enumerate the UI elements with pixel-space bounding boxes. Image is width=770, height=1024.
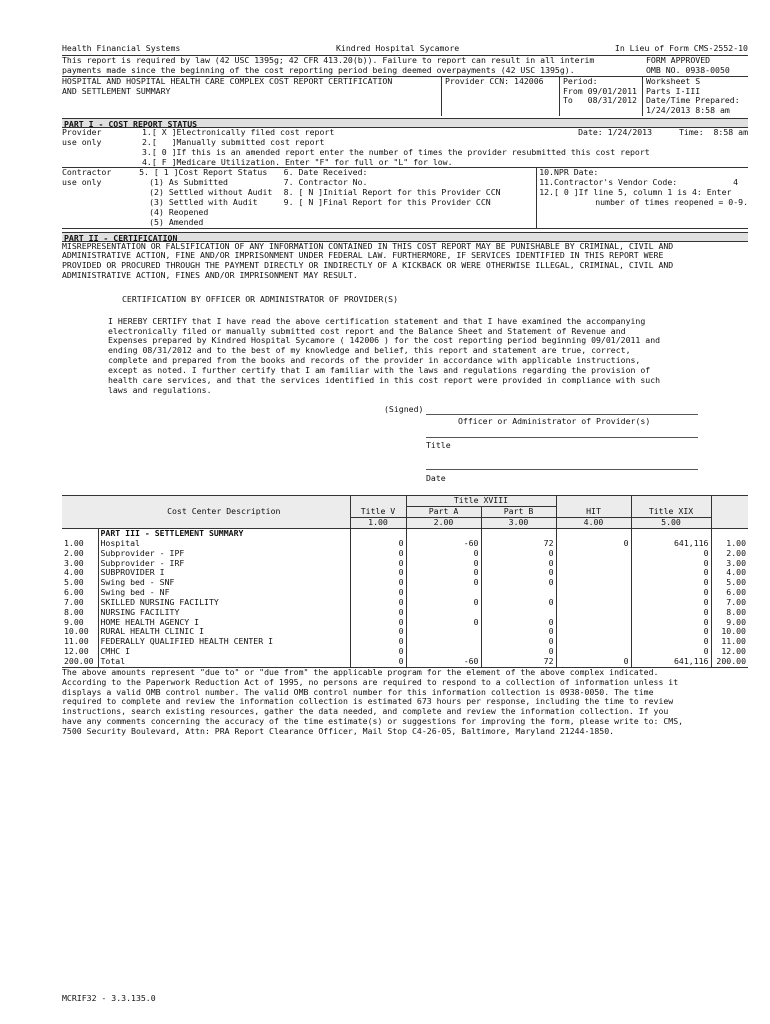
partb-value: 0 bbox=[481, 559, 556, 569]
title-line[interactable] bbox=[426, 437, 698, 438]
cost-center-description: SUBPROVIDER I bbox=[98, 568, 350, 578]
title19-value: 0 bbox=[631, 549, 711, 559]
cert-line-3: Expenses prepared by Kindred Hospital Sycamore ( 142006 ) for the cost reporting period beginning 09/01/2011 and bbox=[108, 335, 661, 346]
initial-report: 8. [ N ]Initial Report for this Provider CCN bbox=[283, 187, 501, 198]
row-number: 200.00 bbox=[711, 657, 748, 667]
title5-header: Title V bbox=[350, 507, 406, 518]
title5-value: 0 bbox=[350, 627, 406, 637]
title19-value: 0 bbox=[631, 578, 711, 588]
cert-line-7: health care services, and that the services identified in this cost report were provided in compliance with such bbox=[108, 374, 661, 385]
paperwork-line-4: instructions, search existing resources, gather the data needed, and complete and review the information collection. If you bbox=[62, 706, 669, 717]
signature-line[interactable] bbox=[426, 414, 698, 415]
warning-line-4: ADMINISTRATIVE ACTION, FINES AND/OR IMPRISONMENT MAY RESULT. bbox=[62, 270, 358, 281]
certification-title: CERTIFICATION BY OFFICER OR ADMINISTRATOR OF PROVIDER(S) bbox=[122, 293, 399, 304]
cost-center-description: Subprovider - IPF bbox=[98, 549, 350, 559]
paperwork-line-5: have any comments concerning the accuracy of the time estimate(s) or suggestions for improving the form, please write to: CMS, bbox=[62, 716, 684, 727]
title19-value: 641,116 bbox=[631, 539, 711, 549]
cert-line-1: I HEREBY CERTIFY that I have read the above certification statement and that I have examined the accompanying bbox=[108, 315, 646, 326]
reopen-note: number of times reopened = 0-9. bbox=[595, 196, 748, 207]
notice-line-1: This report is required by law (42 USC 1395g; 42 CFR 413.20(b)). Failure to report can result in all interim bbox=[62, 55, 595, 65]
warning-line-1: MISREPRESENTATION OR FALSIFICATION OF ANY INFORMATION CONTAINED IN THIS COST REPORT MAY BE PUNISHABLE BY CRIMINAL, CIVIL AND bbox=[62, 240, 674, 251]
parta-value bbox=[406, 588, 481, 598]
cost-center-description: FEDERALLY QUALIFIED HEALTH CENTER I bbox=[98, 637, 350, 647]
title5-value: 0 bbox=[350, 608, 406, 618]
line-number: 9.00 bbox=[64, 616, 84, 627]
paperwork-notice bbox=[62, 678, 748, 737]
title5-value: 0 bbox=[350, 647, 406, 657]
hit-value: 0 bbox=[556, 657, 631, 667]
line-number: 8.00 bbox=[64, 606, 84, 617]
row-number: 11.00 bbox=[711, 637, 748, 647]
title5-value: 0 bbox=[350, 539, 406, 549]
period-to: To 08/31/2012 bbox=[563, 95, 637, 106]
title5-value: 0 bbox=[350, 598, 406, 608]
certification-statement bbox=[62, 317, 748, 396]
report-time: Time: 8:58 am bbox=[678, 127, 748, 138]
hit-value bbox=[556, 568, 631, 578]
worksheet: Worksheet S bbox=[646, 75, 701, 86]
cert-line-6: except as noted. I further certify that I am familiar with the laws and regulations regarding the provision of bbox=[108, 364, 651, 375]
partb-value: 0 bbox=[481, 627, 556, 637]
line-number: 2.00 bbox=[64, 547, 84, 558]
cost-center-description: CMHC I bbox=[98, 647, 350, 657]
title19-value: 0 bbox=[631, 647, 711, 657]
hit-value bbox=[556, 578, 631, 588]
parta-value: 0 bbox=[406, 559, 481, 569]
line-number: 7.00 bbox=[64, 596, 84, 607]
title19-value: 0 bbox=[631, 598, 711, 608]
partb-value bbox=[481, 608, 556, 618]
line-number: 6.00 bbox=[64, 587, 84, 598]
colnum-parta: 2.00 bbox=[406, 518, 481, 529]
title5-value: 0 bbox=[350, 578, 406, 588]
item-4: 4.[ F ]Medicare Utilization. Enter "F" for full or "L" for low. bbox=[142, 156, 453, 167]
cost-center-description: NURSING FACILITY bbox=[98, 608, 350, 618]
title5-value: 0 bbox=[350, 618, 406, 628]
hit-header: HIT bbox=[556, 507, 631, 518]
report-date: Date: 1/24/2013 bbox=[578, 127, 653, 138]
hit-value bbox=[556, 588, 631, 598]
title19-value: 0 bbox=[631, 568, 711, 578]
parta-value: -60 bbox=[406, 539, 481, 549]
final-report: 9. [ N ]Final Report for this Provider CCN bbox=[283, 196, 491, 207]
paperwork-line-3: required to complete and review the information collection is estimated 673 hours per response, including the time to review bbox=[62, 696, 674, 707]
title5-value: 0 bbox=[350, 559, 406, 569]
partb-value: 0 bbox=[481, 647, 556, 657]
part1-heading: PART I - COST REPORT STATUS bbox=[62, 118, 748, 128]
row-number: 10.00 bbox=[711, 627, 748, 637]
settlement-note: The above amounts represent "due to" or "due from" the applicable program for the element of the above complex indicated. bbox=[62, 667, 748, 678]
form-approved: FORM APPROVED bbox=[646, 55, 711, 65]
title19-value: 0 bbox=[631, 588, 711, 598]
line-number: 10.00 bbox=[64, 626, 89, 637]
title5-value: 0 bbox=[350, 637, 406, 647]
partb-value: 0 bbox=[481, 568, 556, 578]
line-number: 200.00 bbox=[64, 655, 94, 666]
partb-value: 0 bbox=[481, 637, 556, 647]
status-opt-4: (4) Reopened bbox=[149, 206, 209, 217]
page-header bbox=[62, 44, 748, 55]
hit-value bbox=[556, 598, 631, 608]
item-3: 3.[ 0 ]If this is an amended report enter the number of times the provider resubmitted this cost report bbox=[142, 146, 650, 157]
hit-value bbox=[556, 608, 631, 618]
row-number: 4.00 bbox=[711, 568, 748, 578]
title-block bbox=[62, 76, 748, 116]
partb-header: Part B bbox=[481, 507, 556, 518]
parta-value: 0 bbox=[406, 618, 481, 628]
provider-section bbox=[62, 128, 748, 168]
reopen-item: 12.[ 0 ]If line 5, column 1 is 4: Enter bbox=[539, 187, 732, 198]
row-number: 1.00 bbox=[711, 539, 748, 549]
hit-value bbox=[556, 549, 631, 559]
partb-value bbox=[481, 588, 556, 598]
colnum-title19: 5.00 bbox=[631, 518, 711, 529]
warning-line-2: ADMINISTRATIVE ACTION, FINE AND/OR IMPRISONMENT UNDER FEDERAL LAW. FURTHERMORE, IF SERVICES IDENTIFIED IN THIS REPORT WERE bbox=[62, 250, 664, 261]
hit-value bbox=[556, 627, 631, 637]
colnum-hit: 4.00 bbox=[556, 518, 631, 529]
contractor-label-2: use only bbox=[62, 177, 102, 188]
partb-value: 0 bbox=[481, 598, 556, 608]
hit-value bbox=[556, 559, 631, 569]
table-row bbox=[62, 637, 748, 647]
parta-value: 0 bbox=[406, 549, 481, 559]
date-line[interactable] bbox=[426, 469, 698, 470]
provider-ccn: Provider CCN: 142006 bbox=[441, 77, 559, 116]
paperwork-line-6: 7500 Security Boulevard, Attn: PRA Report Clearance Officer, Mail Stop C4-26-05, Baltimore, Maryland 21244-1850. bbox=[62, 725, 615, 736]
warning-line-3: PROVIDED OR PROCURED THROUGH THE PAYMENT DIRECTLY OR INDIRECTLY OF A KICKBACK OR WERE OTHERWISE ILLEGAL, CRIMINAL, CIVIL AND bbox=[62, 260, 674, 271]
row-number: 12.00 bbox=[711, 647, 748, 657]
hit-value bbox=[556, 637, 631, 647]
partb-value: 72 bbox=[481, 539, 556, 549]
line-number: 11.00 bbox=[64, 636, 89, 647]
cost-center-description: Hospital bbox=[98, 539, 350, 549]
status-item: 5. [ 1 ]Cost Report Status bbox=[139, 167, 268, 178]
line-number: 12.00 bbox=[64, 646, 89, 657]
parta-header: Part A bbox=[406, 507, 481, 518]
parta-value: 0 bbox=[406, 568, 481, 578]
hit-value bbox=[556, 647, 631, 657]
footer-version: MCRIF32 - 3.3.135.0 bbox=[62, 993, 156, 1003]
cert-line-5: complete and prepared from the books and records of the provider in accordance with applicable instructions, bbox=[108, 355, 641, 366]
partb-value: 0 bbox=[481, 549, 556, 559]
signature-block bbox=[62, 403, 748, 493]
header-center: Kindred Hospital Sycamore bbox=[335, 43, 460, 53]
hit-value: 0 bbox=[556, 539, 631, 549]
cost-center-description: SKILLED NURSING FACILITY bbox=[98, 598, 350, 608]
parts: Parts I-III bbox=[646, 85, 701, 96]
cost-center-description: Swing bed - NF bbox=[98, 588, 350, 598]
header-left: Health Financial Systems bbox=[62, 43, 181, 53]
line-number: 3.00 bbox=[64, 557, 84, 568]
signed-label: (Signed) bbox=[384, 404, 424, 415]
date-label: Date bbox=[426, 473, 446, 484]
date-received: 6. Date Received: bbox=[283, 167, 368, 178]
cost-center-description: Total bbox=[98, 657, 350, 667]
partb-value: 72 bbox=[481, 657, 556, 667]
cost-center-description: HOME HEALTH AGENCY I bbox=[98, 618, 350, 628]
report-title-2: AND SETTLEMENT SUMMARY bbox=[62, 85, 171, 96]
parta-value: 0 bbox=[406, 598, 481, 608]
contractor-section bbox=[62, 168, 748, 228]
paperwork-line-2: displays a valid OMB control number. The valid OMB control number for this information collection is 0938-0050. The time bbox=[62, 686, 654, 697]
colnum-partb: 3.00 bbox=[481, 518, 556, 529]
period-label: Period: bbox=[563, 75, 598, 86]
vendor-code-value: 4 bbox=[733, 177, 738, 188]
parta-value bbox=[406, 637, 481, 647]
contractor-no: 7. Contractor No. bbox=[283, 177, 368, 188]
status-opt-5: (5) Amended bbox=[149, 216, 204, 227]
period-from: From 09/01/2011 bbox=[563, 85, 637, 96]
cert-line-2: electronically filed or manually submitted cost report and the Balance Sheet and Statement of Revenue and bbox=[108, 325, 626, 336]
title19-value: 0 bbox=[631, 637, 711, 647]
row-number: 9.00 bbox=[711, 618, 748, 628]
row-number: 2.00 bbox=[711, 549, 748, 559]
item-1: 1.[ X ]Electronically filed cost report bbox=[142, 127, 335, 138]
settlement-table bbox=[62, 495, 748, 666]
line-number: 4.00 bbox=[64, 567, 84, 578]
line-number: 5.00 bbox=[64, 577, 84, 588]
parta-value bbox=[406, 608, 481, 618]
title19-value: 0 bbox=[631, 608, 711, 618]
contractor-label-1: Contractor bbox=[62, 167, 112, 178]
title5-value: 0 bbox=[350, 588, 406, 598]
row-number: 7.00 bbox=[711, 598, 748, 608]
colnum-title5: 1.00 bbox=[350, 518, 406, 529]
notice-block bbox=[62, 55, 748, 76]
item-2: 2.[ ]Manually submitted cost report bbox=[142, 136, 325, 147]
parta-value bbox=[406, 627, 481, 637]
header-right: In Lieu of Form CMS-2552-10 bbox=[614, 43, 748, 53]
title5-value: 0 bbox=[350, 568, 406, 578]
report-title-1: HOSPITAL AND HOSPITAL HEALTH CARE COMPLEX COST REPORT CERTIFICATION bbox=[62, 75, 393, 86]
title-label: Title bbox=[426, 440, 451, 451]
cert-line-8: laws and regulations. bbox=[108, 384, 212, 395]
title19-header: Title XIX bbox=[631, 507, 711, 518]
officer-label: Officer or Administrator of Provider(s) bbox=[458, 416, 651, 427]
vendor-code: 11.Contractor's Vendor Code: bbox=[539, 177, 678, 188]
col-desc-header: Cost Center Description bbox=[167, 505, 281, 516]
cost-center-description: Swing bed - SNF bbox=[98, 578, 350, 588]
table-row bbox=[62, 657, 748, 667]
partb-value: 0 bbox=[481, 578, 556, 588]
parta-value: -60 bbox=[406, 657, 481, 667]
title19-value: 0 bbox=[631, 559, 711, 569]
provider-label-2: use only bbox=[62, 136, 102, 147]
row-number: 3.00 bbox=[711, 559, 748, 569]
cost-report-page bbox=[62, 44, 748, 737]
notice-line-2: payments made since the beginning of the cost reporting period being deemed overpayments (42 USC 1395g). bbox=[62, 64, 575, 75]
row-number: 8.00 bbox=[711, 608, 748, 618]
hit-value bbox=[556, 618, 631, 628]
cost-center-description: Subprovider - IRF bbox=[98, 559, 350, 569]
cert-line-4: ending 08/31/2012 and to the best of my knowledge and belief, this report and statement are true, correct, bbox=[108, 345, 631, 356]
table-row bbox=[62, 647, 748, 657]
prepared-value: 1/24/2013 8:58 am bbox=[646, 105, 730, 116]
status-opt-1: (1) As Submitted bbox=[149, 177, 228, 188]
parta-value: 0 bbox=[406, 578, 481, 588]
omb-number: OMB NO. 0938-0050 bbox=[646, 64, 730, 75]
status-opt-2: (2) Settled without Audit bbox=[149, 187, 273, 198]
title5-value: 0 bbox=[350, 549, 406, 559]
title19-value: 0 bbox=[631, 627, 711, 637]
npr-date: 10.NPR Date: bbox=[539, 167, 599, 178]
row-number: 5.00 bbox=[711, 578, 748, 588]
title19-value: 0 bbox=[631, 618, 711, 628]
provider-label-1: Provider bbox=[62, 127, 102, 138]
part2-heading: PART II - CERTIFICATION bbox=[62, 232, 748, 242]
partb-value: 0 bbox=[481, 618, 556, 628]
cost-center-description: RURAL HEALTH CLINIC I bbox=[98, 627, 350, 637]
title18-header: Title XVIII bbox=[406, 496, 556, 507]
warning-text bbox=[62, 242, 748, 281]
line-number: 1.00 bbox=[64, 537, 84, 548]
title19-value: 641,116 bbox=[631, 657, 711, 667]
status-opt-3: (3) Settled with Audit bbox=[149, 196, 258, 207]
title5-value: 0 bbox=[350, 657, 406, 667]
part3-heading: PART III - SETTLEMENT SUMMARY bbox=[98, 529, 350, 539]
row-number: 6.00 bbox=[711, 588, 748, 598]
prepared-label: Date/Time Prepared: bbox=[646, 95, 740, 106]
paperwork-line-1: According to the Paperwork Reduction Act of 1995, no persons are required to respond to a collection of information unless it bbox=[62, 676, 679, 687]
